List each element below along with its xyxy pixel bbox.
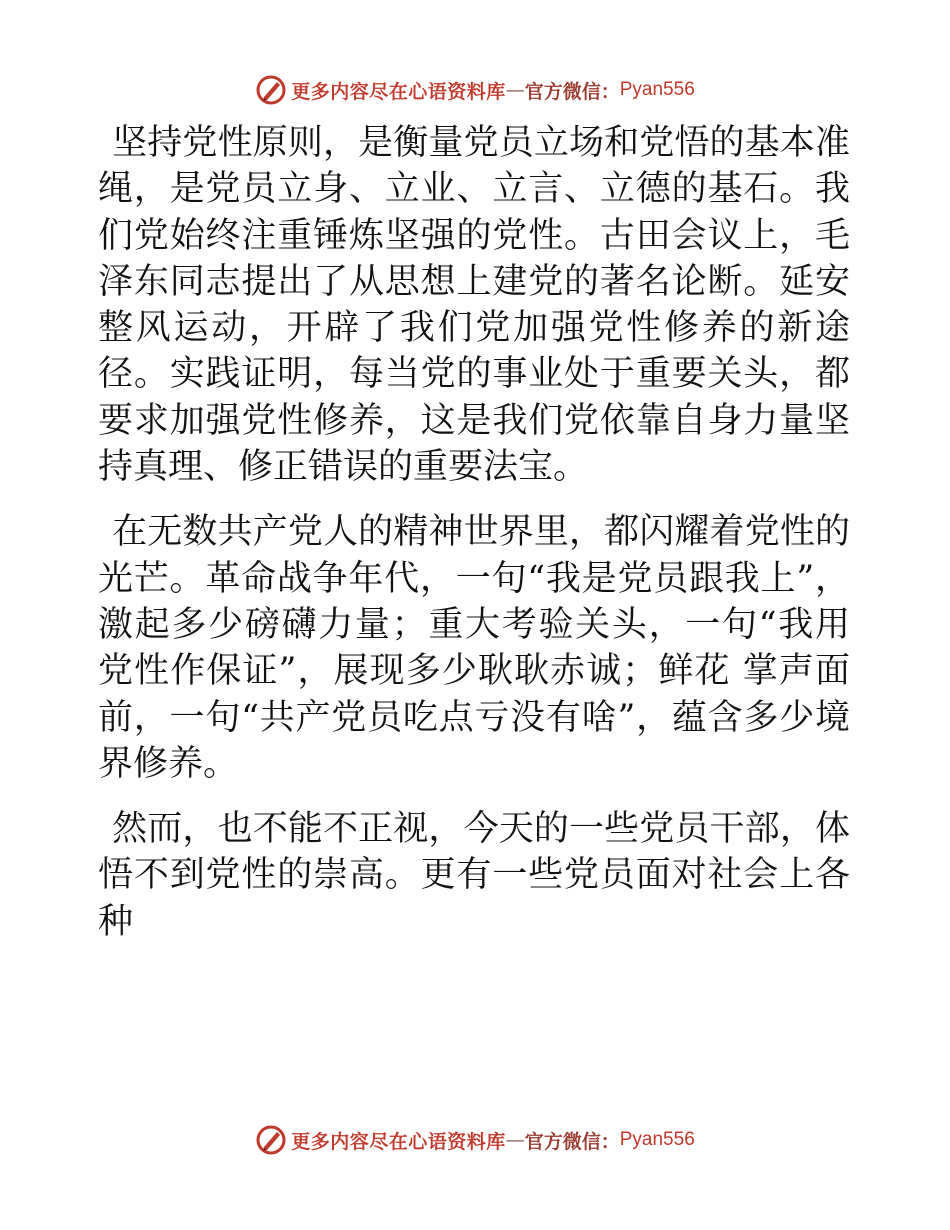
paragraph-2-text: 在无数共产党人的精神世界里，都闪耀着党性的光芒。革命战争年代，一句“我是党员跟我上”，激起多少磅礴力量；重大考验关头，一句“我用党性作保证”，展现多少耿耿赤诚；鲜花 掌声面前，一句“共产党员吃点亏没有啥”，蕴含多少境界修养。 xyxy=(98,512,850,784)
footer-site-text: 更多内容尽在心语资料库 xyxy=(291,1130,506,1153)
pen-logo-icon xyxy=(255,1124,287,1156)
header-separator: — xyxy=(505,79,525,101)
header-site-text: 更多内容尽在心语资料库 xyxy=(291,80,506,103)
paragraph-3 xyxy=(98,806,850,945)
document-body xyxy=(98,120,850,945)
footer-wechat-label: 官方微信： xyxy=(524,1130,620,1153)
footer-wechat-id: Pyan556 xyxy=(619,1129,695,1150)
paragraph-1 xyxy=(98,120,850,490)
header-wechat-id: Pyan556 xyxy=(619,79,695,100)
pen-logo-icon xyxy=(255,74,287,106)
header-banner xyxy=(0,72,950,108)
footer-banner xyxy=(0,1122,950,1158)
footer-separator: — xyxy=(505,1129,525,1151)
header-wechat-label: 官方微信： xyxy=(524,80,620,103)
paragraph-2 xyxy=(98,509,850,787)
paragraph-1-text: 坚持党性原则，是衡量党员立场和党悟的基本准绳，是党员立身、立业、立言、立德的基石。我们党始终注重锤炼坚强的党性。古田会议上，毛泽东同志提出了从思想上建党的著名论断。延安整风运动，开辟了我们党加强党性修养的新途径。实践证明，每当党的事业处于重要关头，都要求加强党性修养，这是我们党依靠自身力量坚持真理、修正错误的重要法宝。 xyxy=(98,123,850,488)
paragraph-3-text: 然而，也不能不正视，今天的一些党员干部，体悟不到党性的崇高。更有一些党员面对社会上各种 xyxy=(98,809,850,942)
